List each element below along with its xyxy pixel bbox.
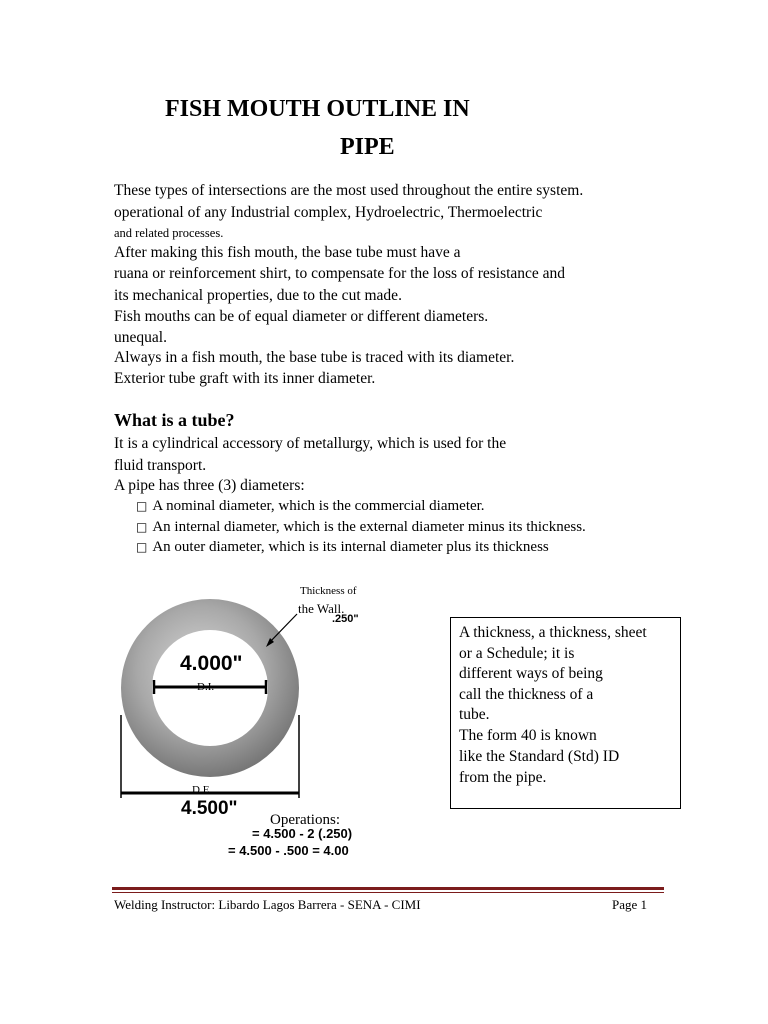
outer-diameter-value: 4.500"	[181, 798, 238, 819]
intro-line: operational of any Industrial complex, Hydroelectric, Thermoelectric	[114, 204, 543, 221]
note-line: The form 40 is known	[459, 727, 597, 744]
footer-page-number: Page 1	[612, 897, 648, 912]
thickness-value: .250"	[332, 613, 359, 625]
note-line: tube.	[459, 706, 490, 723]
intro-line: Always in a fish mouth, the base tube is traced with its diameter.	[114, 349, 515, 366]
bullet-text: An outer diameter, which is its internal diameter plus its thickness	[152, 539, 549, 555]
footer-rule	[112, 887, 664, 890]
bullet-item	[136, 498, 485, 515]
operations-label: Operations:	[270, 812, 340, 828]
square-bullet-icon: □	[136, 499, 148, 513]
note-line: from the pipe.	[459, 769, 547, 786]
intro-line: ruana or reinforcement shirt, to compensate for the loss of resistance and	[114, 265, 566, 282]
operations-line-1: = 4.500 - 2 (.250)	[252, 826, 353, 841]
section-line: fluid transport.	[114, 457, 207, 474]
intro-line: and related processes.	[114, 226, 224, 240]
note-line: A thickness, a thickness, sheet	[459, 624, 647, 641]
section-heading: What is a tube?	[114, 410, 235, 430]
note-line: like the Standard (Std) ID	[459, 748, 620, 765]
outer-diameter-label: D.E.	[192, 784, 213, 796]
operations-line-2: = 4.500 - .500 = 4.00	[228, 843, 349, 858]
inner-diameter-value: 4.000"	[180, 652, 243, 675]
note-line: different ways of being	[459, 665, 603, 682]
thickness-label-1: Thickness of	[300, 585, 357, 597]
pipe-diagram	[0, 570, 440, 870]
intro-line: its mechanical properties, due to the cut made.	[114, 287, 402, 304]
page-title-line-2: PIPE	[340, 134, 395, 160]
footer-rule-thin	[112, 892, 664, 893]
intro-line: Exterior tube graft with its inner diameter.	[114, 370, 376, 387]
bullet-text: A nominal diameter, which is the commercial diameter.	[152, 498, 485, 514]
footer-author: Welding Instructor: Libardo Lagos Barrera - SENA - CIMI	[114, 897, 421, 912]
bullet-text: An internal diameter, which is the external diameter minus its thickness.	[152, 519, 586, 535]
thickness-label-2: the Wall.	[298, 601, 345, 616]
note-line: or a Schedule; it is	[459, 645, 575, 662]
square-bullet-icon: □	[136, 540, 148, 554]
bullet-item	[136, 539, 549, 556]
square-bullet-icon: □	[136, 520, 148, 534]
intro-line: unequal.	[114, 329, 167, 346]
intro-line: Fish mouths can be of equal diameter or different diameters.	[114, 308, 489, 325]
page-title-line-1: FISH MOUTH OUTLINE IN	[165, 96, 470, 122]
section-line: It is a cylindrical accessory of metallurgy, which is used for the	[114, 435, 507, 452]
note-line: call the thickness of a	[459, 686, 594, 703]
intro-line: After making this fish mouth, the base tube must have a	[114, 244, 461, 261]
section-line: A pipe has three (3) diameters:	[114, 477, 305, 494]
inner-diameter-label: D.I.	[197, 681, 215, 693]
bullet-item	[136, 519, 586, 536]
intro-line: These types of intersections are the most used throughout the entire system.	[114, 182, 584, 199]
